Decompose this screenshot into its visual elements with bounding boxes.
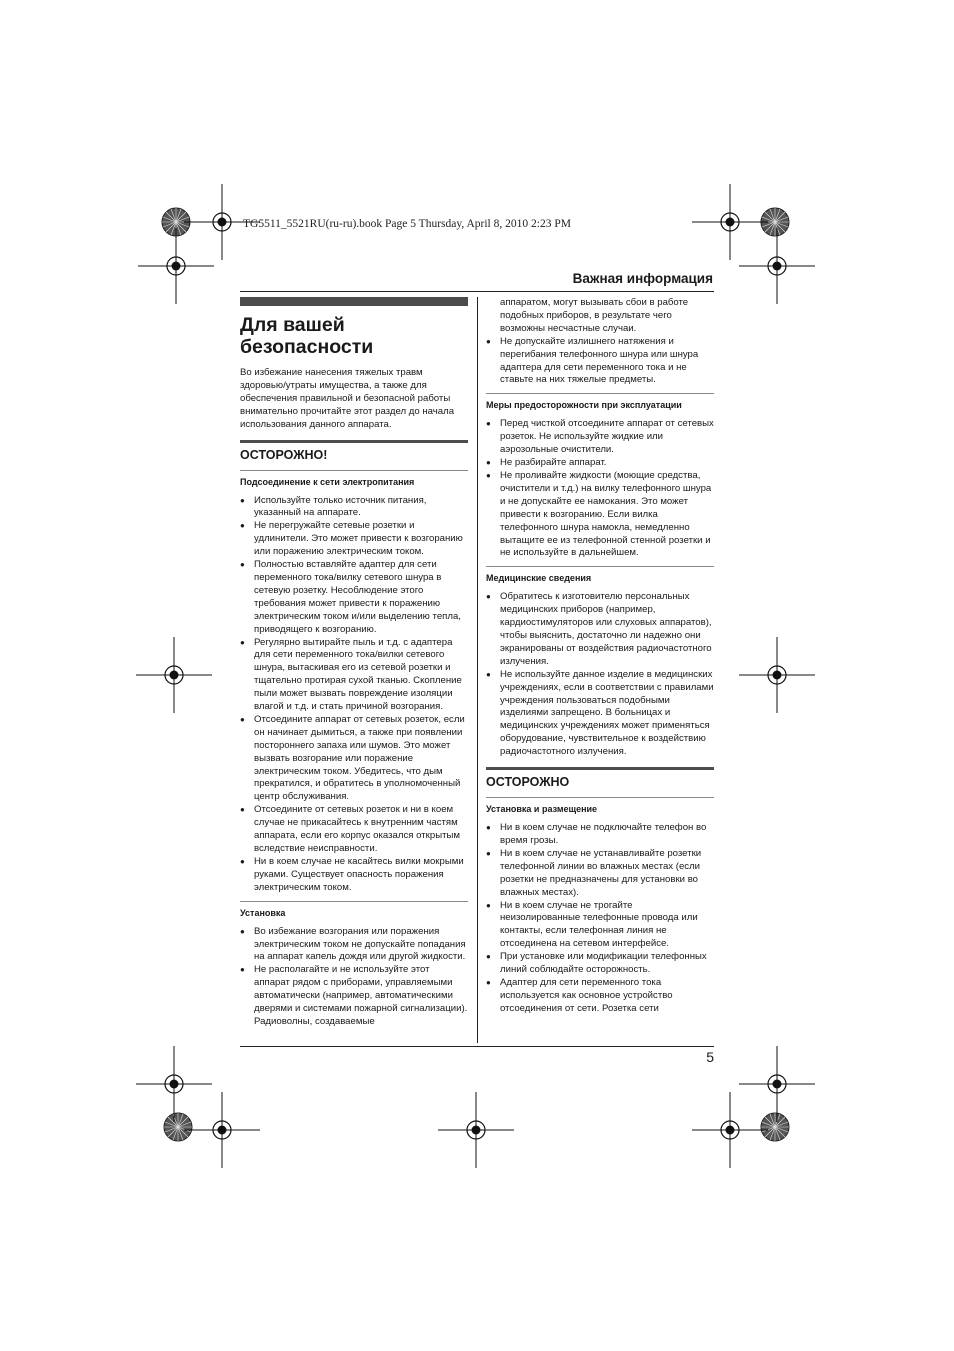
- list-item: ● Ни в коем случае не касайтесь вилки мокрыми руками. Существует опасность поражения электрическим током.: [240, 856, 468, 895]
- power-list: [240, 495, 468, 895]
- list-item: ● Во избежание возгорания или поражения электрическим током не допускайте попадания на аппарат капель дождя или другой жидкости.: [240, 926, 468, 965]
- reg-cross-bottom-right: [692, 1092, 768, 1168]
- warning-heading: ОСТОРОЖНО!: [240, 447, 328, 462]
- footer-rule: [240, 1046, 714, 1047]
- reg-cross-right-middle: [739, 637, 815, 713]
- power-subheading: Подсоединение к сети электропитания: [240, 476, 415, 487]
- subsection-rule: [486, 566, 714, 567]
- file-info-line: TG5511_5521RU(ru-ru).book Page 5 Thursday, April 8, 2010 2:23 PM: [243, 218, 571, 230]
- section-rule: [240, 440, 468, 443]
- subsection-rule: [486, 797, 714, 798]
- install-list: [240, 926, 468, 1029]
- list-item: ● Не используйте данное изделие в медицинских учреждениях, если в соответствии с правилами учреждения пользоваться подобными изделиями запрещено. В больницах и медицинских учреждениях может применяться оборудование, чувствительное к воздействию радиочастотного излучения.: [486, 669, 714, 759]
- reg-cross-left-lower: [136, 1046, 212, 1122]
- intro-paragraph: Во избежание нанесения тяжелых травм здоровью/утраты имущества, а также для обеспечения правильной и безопасной работы внимательно прочитайте этот раздел до начала использования данного аппарата.: [240, 367, 455, 430]
- subsection-rule: [240, 470, 468, 471]
- medical-subheading: Медицинские сведения: [486, 573, 592, 584]
- reg-cross-bottom-left: [184, 1092, 260, 1168]
- subsection-rule: [240, 901, 468, 902]
- operation-subheading: Меры предосторожности при эксплуатации: [486, 400, 682, 411]
- medical-list: [486, 591, 714, 759]
- column-divider: [477, 297, 478, 1043]
- install-list-continued: [486, 336, 714, 388]
- install-subheading: Установка: [240, 907, 286, 918]
- corner-star-bottom-left: [164, 1113, 192, 1141]
- list-item: ● Полностью вставляйте адаптер для сети переменного тока/вилку сетевого шнура в сетевую розетку. Несоблюдение этого требования может привести к поражению электрическим током и/или выделению тепла, приводящего к возгоранию.: [240, 559, 468, 636]
- list-item: ● Не располагайте и не используйте этот аппарат рядом с приборами, управляемыми автоматически (например, автоматическими дверями и системами пожарной сигнализации). Радиоволны, создаваемые: [240, 964, 468, 1029]
- list-item: ● Ни в коем случае не устанавливайте розетки телефонной линии во влажных местах (если розетки не предназначены для установки во влажных местах).: [486, 848, 714, 900]
- list-item: ● Используйте только источник питания, указанный на аппарате.: [240, 495, 468, 521]
- page-number: 5: [706, 1049, 714, 1065]
- list-item: ● Отсоедините аппарат от сетевых розеток, если он начинает дымиться, а также при появлении постороннего запаха или шумов. Это может вызвать возгорание или поражение электрическим током. Убедитесь, что дым прекратился, и обратитесь в уполномоченный центр обслуживания.: [240, 714, 468, 804]
- list-item: ● Не допускайте излишнего натяжения и перегибания телефонного шнура или шнура адаптера для сети переменного тока и не ставьте на них тяжелые предметы.: [486, 336, 714, 388]
- running-header: Важная информация: [572, 271, 713, 286]
- reg-cross-left-upper: [138, 228, 214, 304]
- list-item: ● Не перегружайте сетевые розетки и удлинители. Это может привести к возгоранию или поражению электрическим током.: [240, 520, 468, 559]
- corner-star-bottom-right: [761, 1113, 789, 1141]
- list-item: ● Адаптер для сети переменного тока используется как основное устройство отсоединения от сети. Розетка сети: [486, 977, 714, 1016]
- caution-heading: ОСТОРОЖНО: [486, 775, 570, 790]
- reg-cross-top-right: [692, 184, 768, 260]
- placement-list: [486, 822, 714, 1016]
- reg-cross-right-lower: [739, 1046, 815, 1122]
- list-item: ● Не проливайте жидкости (моющие средства, очистители и т.д.) на вилку телефонного шнура и не допускайте ее намокания. Это может привести к возгоранию. Если вилка телефонного шнура намокла, немедленно вытащите ее из телефонной стенной розетки и не используйте в дальнейшем.: [486, 470, 714, 560]
- section-rule: [486, 767, 714, 770]
- operation-list: [486, 418, 714, 560]
- list-item: ● Ни в коем случае не трогайте неизолированные телефонные провода или контакты, если телефонная линия не отсоединена на сетевом интерфейсе.: [486, 900, 714, 952]
- list-item: ● Регулярно вытирайте пыль и т.д. с адаптера для сети переменного тока/вилки сетевого шнура, вытаскивая его из сетевой розетки и тщательно протирая сухой тканью. Скопление пыли может вызвать повреждение изоляции влагой и т.д. и стать причиной возгорания.: [240, 637, 468, 714]
- subsection-rule: [486, 393, 714, 394]
- list-item: ● Не разбирайте аппарат.: [486, 457, 714, 470]
- list-item: ● Перед чисткой отсоедините аппарат от сетевых розеток. Не используйте жидкие или аэрозольные очистители.: [486, 418, 714, 457]
- list-item: ● Обратитесь к изготовителю персональных медицинских приборов (например, кардиостимуляторов или слуховых аппаратов), чтобы выяснить, достаточно ли надежно они экранированы от воздействия радиочастотного излучения.: [486, 591, 714, 668]
- left-column: [240, 297, 468, 1029]
- reg-cross-right-upper: [739, 228, 815, 304]
- reg-cross-bottom-center: [438, 1092, 514, 1168]
- title-bar: [240, 297, 468, 306]
- right-column: [486, 297, 714, 1016]
- list-item: ● Отсоедините от сетевых розеток и ни в коем случае не прикасайтесь к внутренним частям аппарата, если его корпус оказался открытым вследствие неисправности.: [240, 804, 468, 856]
- continued-text: аппаратом, могут вызывать сбои в работе подобных приборов, в результате чего возможны несчастные случаи.: [500, 297, 689, 334]
- reg-cross-left-middle: [136, 637, 212, 713]
- list-item: ● Ни в коем случае не подключайте телефон во время грозы.: [486, 822, 714, 848]
- header-rule: [240, 291, 714, 292]
- list-item: ● При установке или модификации телефонных линий соблюдайте осторожность.: [486, 951, 714, 977]
- placement-subheading: Установка и размещение: [486, 804, 598, 815]
- page-title: Для вашей безопасности: [240, 314, 374, 358]
